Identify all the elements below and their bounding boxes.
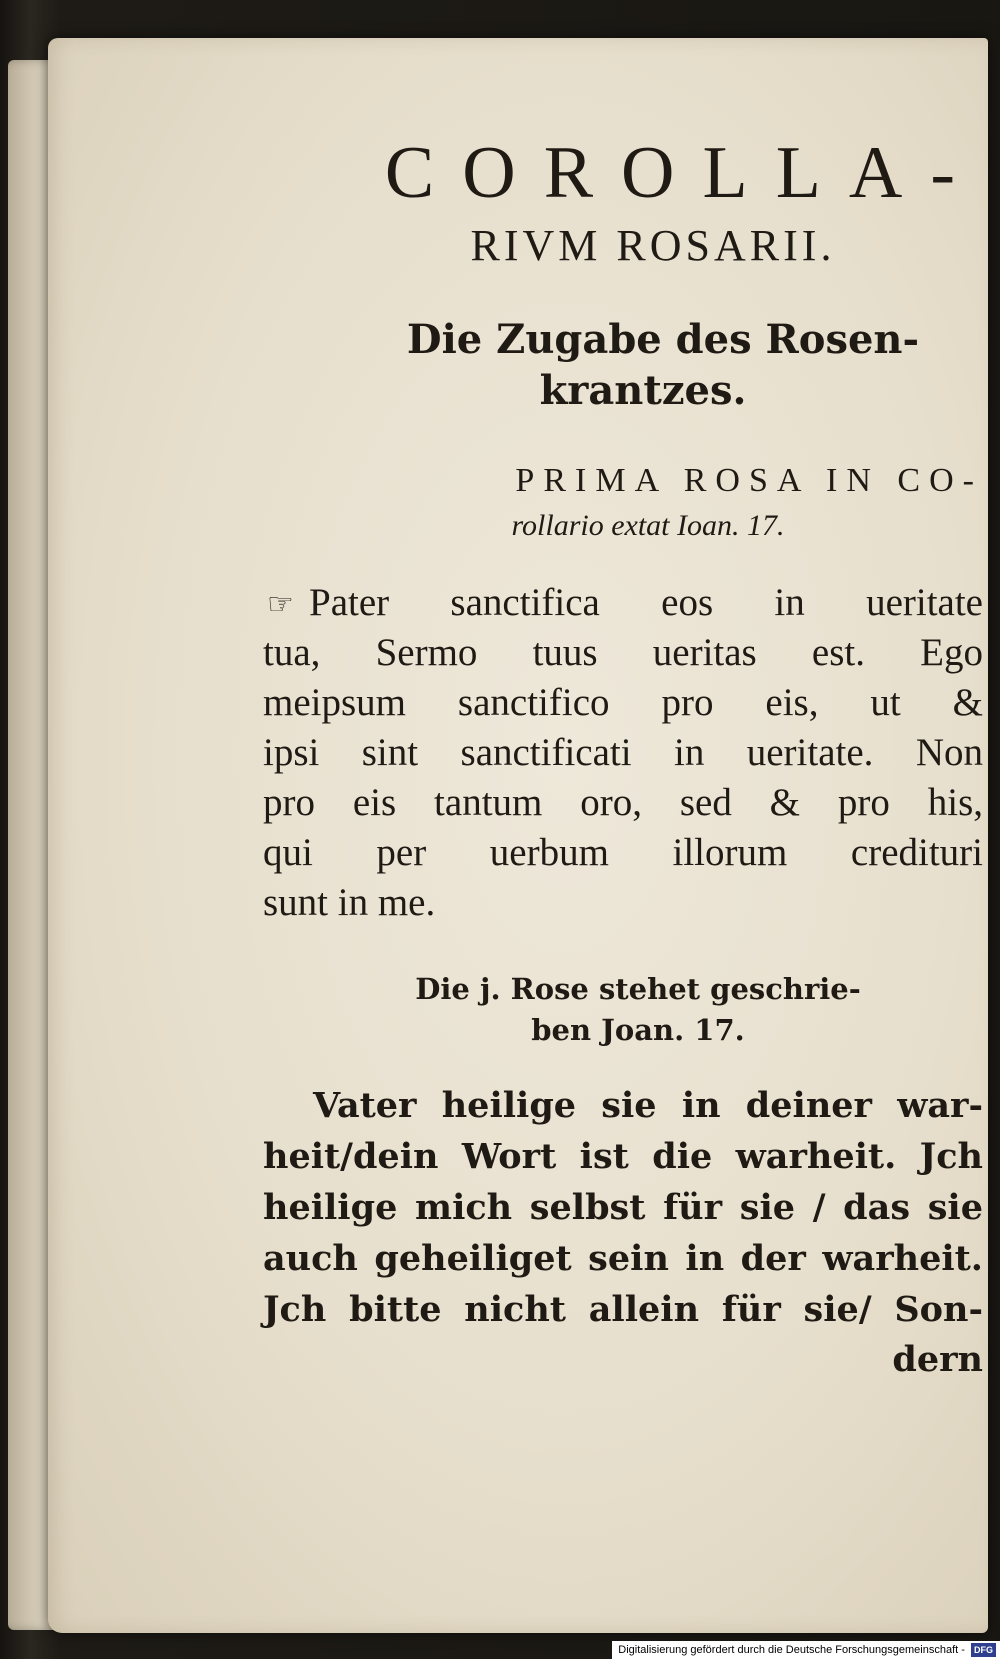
german-line: heilige mich selbst für sie / das sie: [263, 1187, 983, 1228]
latin-line-text: Pater sanctifica eos in ueritate: [309, 581, 983, 624]
latin-line: qui per uerbum illorum credituri: [263, 831, 983, 874]
german-line: heit/dein Wort ist die warheit. Jch: [263, 1136, 983, 1177]
german-title-line-2: krantzes.: [539, 367, 747, 414]
title-line-2: RIVM ROSARII.: [470, 221, 836, 270]
latin-paragraph: [263, 578, 983, 928]
page-text-block: [263, 98, 983, 1385]
german-paragraph: [263, 1080, 983, 1335]
latin-line: pro eis tantum oro, sed & pro his,: [263, 781, 983, 824]
german-line: Jch bitte nicht allein für sie/ Son-: [263, 1289, 983, 1330]
german-title-line-1: Die Zugabe des Rosen-: [406, 316, 920, 363]
book-page: [48, 38, 988, 1633]
german-line: auch geheiliget sein in der warheit.: [263, 1238, 983, 1279]
rosa-heading: PRIMA ROSA IN CO-: [515, 462, 983, 499]
latin-line: ipsi sint sanctificati in ueritate. Non: [263, 731, 983, 774]
title-line-1: COROLLA-: [384, 132, 983, 214]
digitization-credit: [612, 1641, 1000, 1659]
german-line: Vater heilige sie in deiner war-: [313, 1085, 983, 1126]
latin-line: [263, 578, 983, 628]
pointing-hand-icon: ☞: [267, 588, 294, 621]
credit-text: Digitalisierung gefördert durch die Deutsche Forschungsgemeinschaft -: [618, 1644, 965, 1656]
german-heading-line-2: ben Joan. 17.: [531, 1013, 745, 1047]
german-heading-line-1: Die j. Rose stehet geschrie-: [415, 972, 861, 1006]
catchword: dern: [892, 1339, 983, 1380]
latin-line: sunt in me.: [263, 881, 436, 924]
latin-line: meipsum sanctifico pro eis, ut &: [263, 681, 983, 724]
latin-line: tua, Sermo tuus ueritas est. Ego: [263, 631, 983, 674]
dfg-logo: DFG: [971, 1643, 996, 1657]
rosa-subheading: rollario extat Ioan. 17.: [511, 509, 785, 542]
